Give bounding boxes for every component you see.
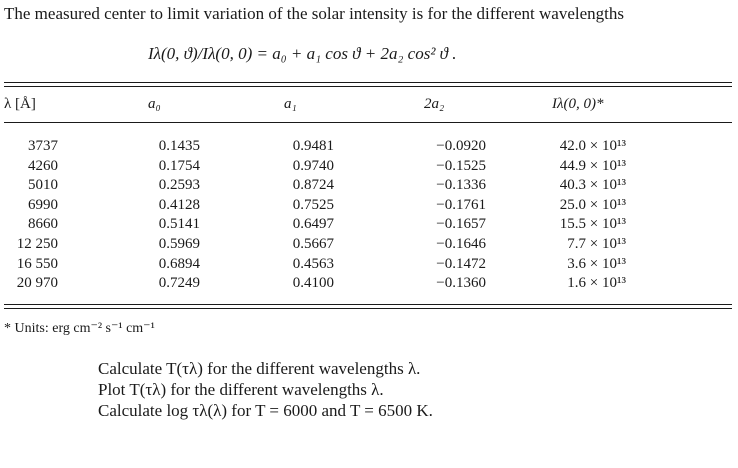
cell-2a2: −0.1525 — [436, 157, 486, 174]
header-a0: a₀ — [148, 96, 161, 112]
cell-a1: 0.6497 — [292, 216, 334, 233]
task-list — [98, 358, 433, 421]
cell-wavelength: 8660 — [28, 216, 58, 233]
table-bottom-rule — [4, 304, 732, 305]
cell-a0: 0.1435 — [158, 138, 200, 154]
cell-a1: 0.9740 — [292, 157, 334, 174]
cell-wavelength: 6990 — [28, 196, 58, 213]
cell-intensity: 40.3 × 10¹³ — [559, 177, 626, 194]
cell-2a2: −0.1472 — [436, 255, 486, 272]
cell-a1: 0.8724 — [292, 177, 334, 194]
table-top-rule-2 — [4, 86, 732, 87]
cell-intensity: 3.6 × 10¹³ — [567, 255, 626, 272]
task-item: Calculate log τλ(λ) for T = 6000 and T = 6500 K. — [98, 401, 433, 420]
cell-intensity: 15.5 × 10¹³ — [559, 216, 626, 233]
problem-intro: The measured center to limit variation of the solar intensity is for the different wavelengths — [4, 4, 624, 23]
cell-wavelength: 20 970 — [16, 275, 58, 292]
cell-2a2: −0.1360 — [436, 275, 486, 292]
cell-intensity: 25.0 × 10¹³ — [559, 196, 626, 213]
task-item: Calculate T(τλ) for the different wavelengths λ. — [98, 359, 421, 378]
cell-a1: 0.5667 — [292, 236, 334, 252]
cell-a0: 0.6894 — [158, 255, 200, 272]
cell-a1: 0.7525 — [292, 196, 334, 213]
units-footnote: * Units: erg cm⁻² s⁻¹ cm⁻¹ — [4, 321, 155, 336]
cell-a0: 0.7249 — [158, 275, 200, 292]
cell-intensity: 1.6 × 10¹³ — [567, 275, 626, 292]
header-2a2: 2a₂ — [424, 96, 445, 112]
header-wavelength: λ [Å] — [4, 96, 36, 112]
cell-a0: 0.1754 — [158, 157, 200, 174]
table-top-rule — [4, 82, 732, 83]
cell-2a2: −0.1336 — [436, 177, 486, 194]
cell-a0: 0.2593 — [158, 177, 200, 194]
cell-wavelength: 12 250 — [16, 236, 58, 252]
cell-a0: 0.5141 — [158, 216, 200, 233]
cell-2a2: −0.1646 — [436, 236, 486, 252]
cell-wavelength: 3737 — [28, 138, 58, 154]
cell-a0: 0.4128 — [158, 196, 200, 213]
cell-wavelength: 4260 — [28, 157, 58, 174]
cell-a1: 0.9481 — [292, 138, 334, 154]
cell-2a2: −0.1761 — [436, 196, 486, 213]
header-intensity: Iλ(0, 0)* — [552, 96, 604, 112]
cell-intensity: 7.7 × 10¹³ — [567, 236, 626, 252]
header-a1: a₁ — [284, 96, 297, 112]
cell-a1: 0.4563 — [292, 255, 334, 272]
cell-a1: 0.4100 — [292, 275, 334, 292]
cell-2a2: −0.0920 — [436, 138, 486, 154]
cell-wavelength: 16 550 — [16, 255, 58, 272]
cell-2a2: −0.1657 — [436, 216, 486, 233]
header-rule — [4, 122, 732, 123]
cell-intensity: 42.0 × 10¹³ — [559, 138, 626, 154]
cell-wavelength: 5010 — [28, 177, 58, 194]
table-bottom-rule-2 — [4, 308, 732, 309]
task-item: Plot T(τλ) for the different wavelengths λ. — [98, 380, 384, 399]
cell-a0: 0.5969 — [158, 236, 200, 252]
cell-intensity: 44.9 × 10¹³ — [559, 157, 626, 174]
limb-darkening-formula: Iλ(0, ϑ)/Iλ(0, 0) = a₀ + a₁ cos ϑ + 2a₂ cos² ϑ . — [148, 44, 457, 63]
